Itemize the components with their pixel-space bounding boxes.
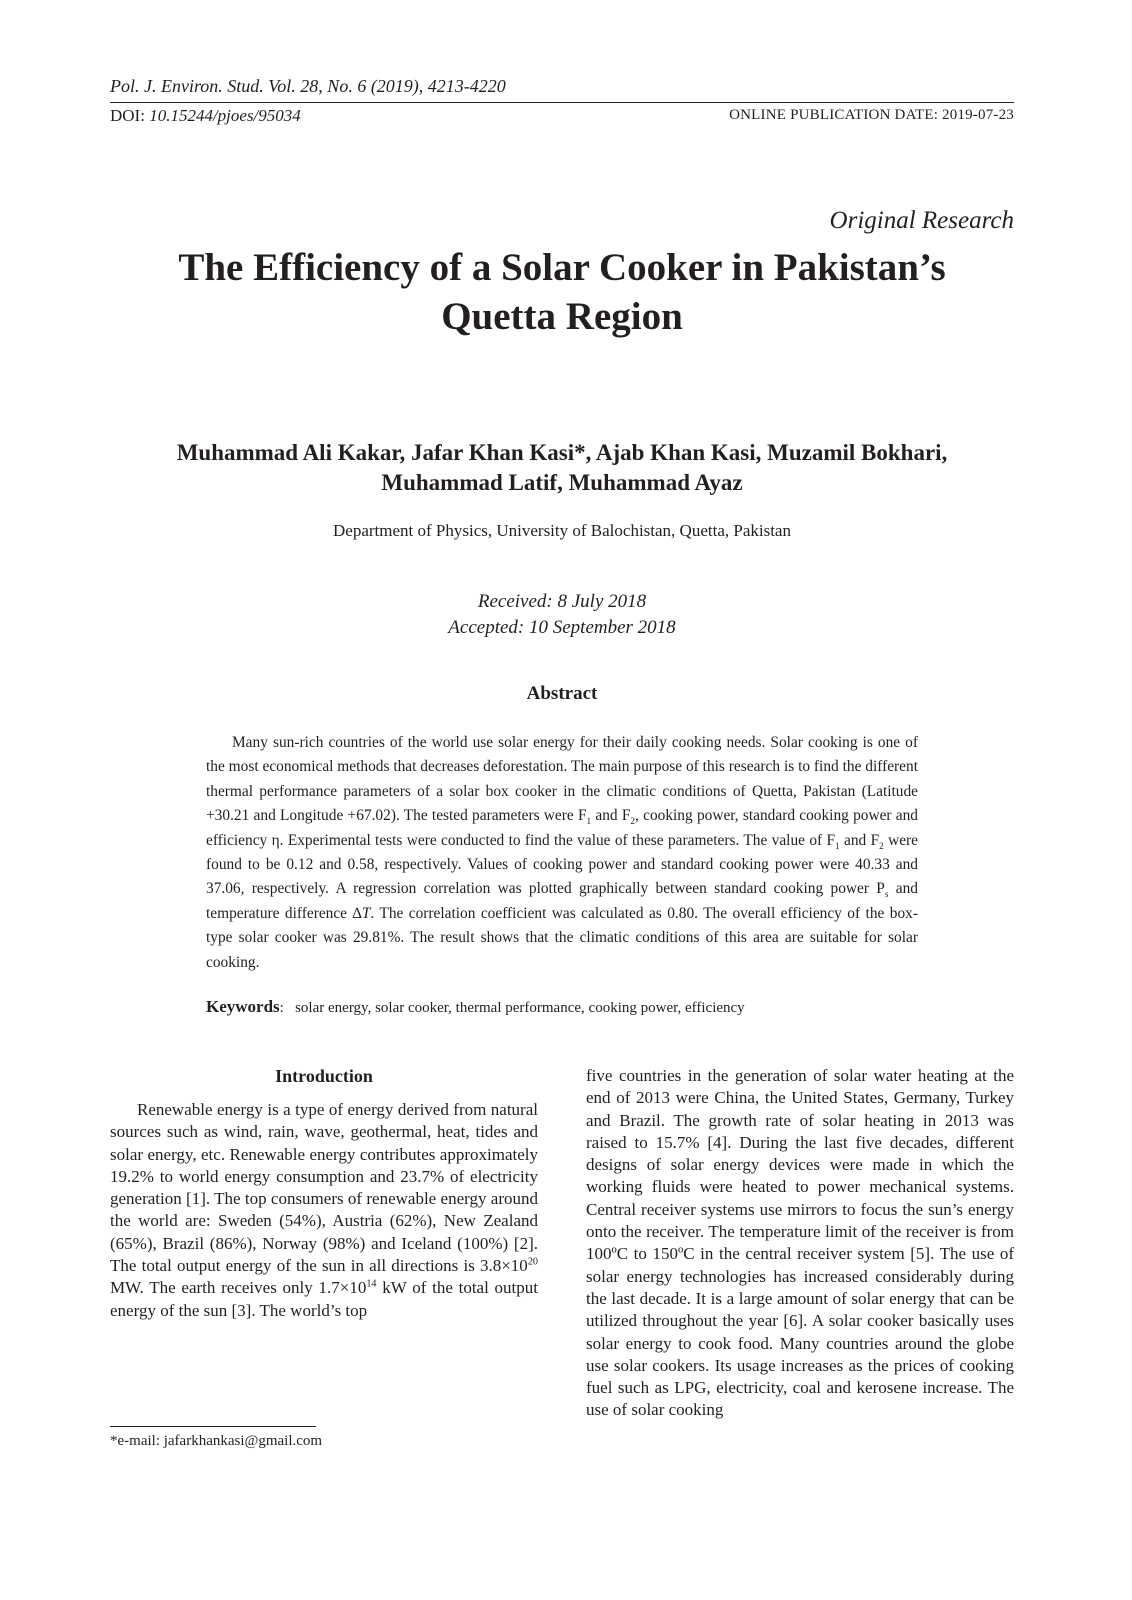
introduction-heading: Introduction: [275, 1066, 373, 1086]
intro-paragraph-1-continued: five countries in the generation of solar water heating at the end of 2013 were China, the United States, Germany, Turkey and Brazil. The growth rate of solar heating in 2013 was raised to 15.7% [4]. During the last five decades, different designs of solar energy devices were made in which the working fluids were heated to power mechanical systems. Central receiver systems use mirrors to focus the sun’s energy onto the receiver. The temperature limit of the receiver is from 100ºC to 150ºC in the central receiver system [5]. The use of solar energy technologies has increased considerably during the last decade. It is a large amount of solar energy that can be utilized throughout the year [6]. A solar cooker basically uses solar energy to cook food. Many countries around the globe use solar cookers. Its usage increases as the prices of cooking fuel such as LPG, electricity, coal and kerosene increase. The use of solar cooking: [586, 1066, 1014, 1420]
authors-line-2: Muhammad Latif, Muhammad Ayaz: [381, 470, 743, 495]
doi: [110, 106, 301, 126]
corresponding-email-footnote[interactable]: *e-mail: jafarkhankasi@gmail.com: [110, 1433, 323, 1449]
header-rule: [110, 102, 1014, 103]
abstract-text: Many sun-rich countries of the world use solar energy for their daily cooking needs. Solar cooking is one of the most economical methods that decreases deforestation. The main purpose of this research is to find the different thermal performance parameters of a solar box cooker in the climatic conditions of Quetta, Pakistan (Latitude +30.21 and Longitude +67.02). The tested parameters were $F_1$ and $F_2$, cooking power, standard cooking power and efficiency η. Experimental tests were conducted to find the value of these parameters. The value of $F_1$ and $F_2$ were found to be 0.12 and 0.58, respectively. Values of cooking power and standard cooking power were 40.33 and 37.06, respectively. A regression correlation was plotted graphically between standard cooking power $P_s$ and temperature difference ∆T. The correlation coefficient was calculated as 0.80. The overall efficiency of the box-type solar cooker was 29.81%. The result shows that the climatic conditions of this area are suitable for solar cooking.: [206, 734, 919, 971]
doi-value[interactable]: 10.15244/pjoes/95034: [149, 106, 301, 125]
online-publication-date: ONLINE PUBLICATION DATE: 2019-07-23: [729, 107, 1014, 123]
keywords-label: Keywords: [206, 997, 280, 1016]
journal-reference: Pol. J. Environ. Stud. Vol. 28, No. 6 (2019), 4213-4220: [110, 76, 506, 96]
intro-paragraph-1: Renewable energy is a type of energy derived from natural sources such as wind, rain, wave, geothermal, heat, tides and solar energy, etc. Renewable energy contributes approximately 19.2% to world energy consumption and 23.7% of electricity generation [1]. The top consumers of renewable energy around the world are: Sweden (54%), Austria (62%), New Zealand (65%), Brazil (86%), Norway (98%) and Iceland (100%) [2]. The total output energy of the sun in all directions is $3.8\times 10^{20}$ MW. The earth receives only $1.7\times 10^{14}$ kW of the total output energy of the sun [3]. The world’s top: [110, 1100, 538, 1320]
article-title: [110, 243, 1014, 341]
received-date: Received: 8 July 2018: [477, 591, 647, 612]
right-column: [586, 1065, 1014, 1422]
left-column: [110, 1065, 538, 1322]
authors-line-1: Muhammad Ali Kakar, Jafar Khan Kasi*, Ajab Khan Kasi, Muzamil Bokhari,: [176, 440, 948, 465]
title-line-1: The Efficiency of a Solar Cooker in Pakistan’s: [178, 246, 946, 289]
abstract-heading: Abstract: [526, 683, 598, 704]
keywords: Keywords: solar energy, solar cooker, thermal performance, cooking power, efficiency: [206, 997, 745, 1016]
footnote-rule: [110, 1426, 316, 1427]
title-line-2: Quetta Region: [441, 295, 683, 338]
article-dates: [110, 589, 1014, 641]
doi-label: DOI:: [110, 106, 145, 125]
section-type: Original Research: [829, 207, 1014, 234]
affiliation: Department of Physics, University of Balochistan, Quetta, Pakistan: [333, 521, 791, 540]
author-list: [110, 438, 1014, 498]
accepted-date: Accepted: 10 September 2018: [448, 617, 676, 638]
keywords-text: solar energy, solar cooker, thermal performance, cooking power, efficiency: [295, 1000, 745, 1016]
